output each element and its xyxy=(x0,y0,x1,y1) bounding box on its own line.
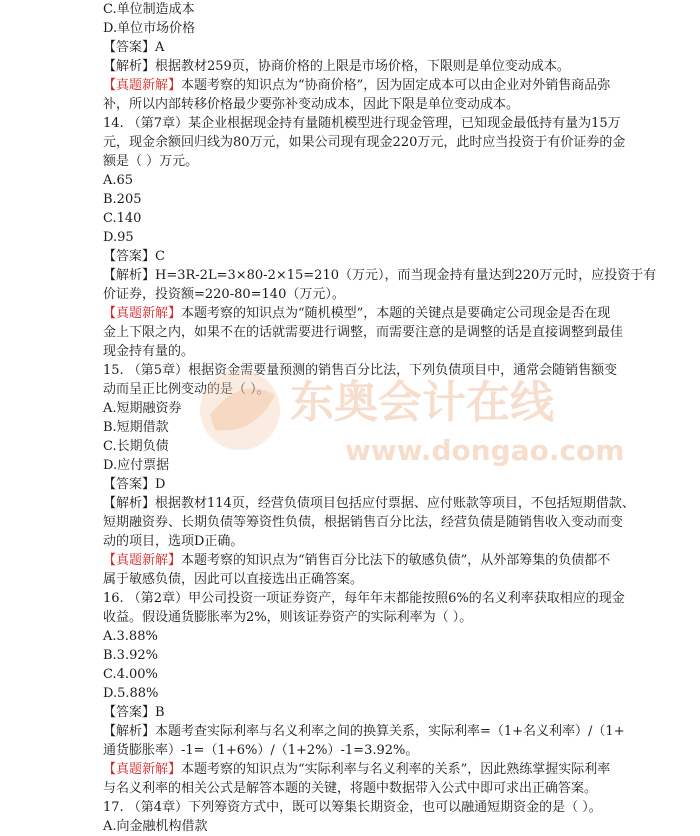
answer: 【答案】D xyxy=(103,477,166,492)
question-17: 17. （第4章）下列筹资方式中，既可以筹集长期资金，也可以融通短期资金的是（ ）。 xyxy=(103,800,602,815)
text-line: 动的项目，选项D正确。 xyxy=(103,534,244,549)
question-15: 15. （第5章）根据资金需要量预测的销售百分比法，下列负债项目中，通常会随销售额变 xyxy=(103,363,618,378)
text-line: 短期融资券、长期负债等筹资性负债，根据销售百分比法，经营负债是随销售收入变动而变 xyxy=(103,515,624,530)
text-line: 属于敏感负债，因此可以直接选出正确答案。 xyxy=(103,572,364,587)
new-explanation xyxy=(103,551,611,570)
answer: 【答案】B xyxy=(103,705,165,720)
new-explanation xyxy=(103,760,611,779)
option-a: A.3.88% xyxy=(103,629,158,644)
option-a: A.65 xyxy=(103,173,134,188)
text-line: 通货膨胀率）-1=（1+6%）/（1+2%）-1=3.92%。 xyxy=(103,743,419,758)
option-a: A.短期融资券 xyxy=(103,401,182,416)
analysis: 【解析】H=3R-2L=3×80-2×15=210（万元），而当现金持有量达到220万元时，应投资于有 xyxy=(103,268,657,283)
text-line: 收益。假设通货膨胀率为2%，则该证券资产的实际利率为（ ）。 xyxy=(103,610,473,625)
new-explanation-tag: 【真题新解】 xyxy=(103,306,182,321)
text-line: 与名义利率的相关公式是解答本题的关键，将题中数据带入公式中即可求出正确答案。 xyxy=(103,781,598,796)
option-c: C.140 xyxy=(103,211,142,226)
option-b: B.205 xyxy=(103,192,142,207)
watermark-cn: 东奥会计在线 xyxy=(290,377,554,428)
option-c: C.4.00% xyxy=(103,667,158,682)
option-d: D.5.88% xyxy=(103,686,159,701)
answer: 【答案】A xyxy=(103,40,165,55)
new-explanation xyxy=(103,304,611,323)
new-explanation-text: 本题考察的知识点为“销售百分比法下的敏感负债”，从外部筹集的负债都不 xyxy=(181,553,611,568)
new-explanation-tag: 【真题新解】 xyxy=(103,553,182,568)
new-explanation-text: 本题考察的知识点为“随机模型”，本题的关键点是要确定公司现金是否在现 xyxy=(181,306,611,321)
option-c: C.长期负债 xyxy=(103,439,169,454)
new-explanation-tag: 【真题新解】 xyxy=(103,78,182,93)
option-c: C.单位制造成本 xyxy=(103,2,195,17)
text-line: 元，现金余额回归线为80万元，如果公司现有现金220万元，此时应当投资于有价证券的金 xyxy=(103,135,626,150)
text-line: 动而呈正比例变动的是（ ）。 xyxy=(103,382,270,397)
new-explanation xyxy=(103,76,611,95)
text-line: 补，所以内部转移价格最少要弥补变动成本，因此下限是单位变动成本。 xyxy=(103,97,520,112)
option-b: B.短期借款 xyxy=(103,420,169,435)
option-a: A.向金融机构借款 xyxy=(103,819,208,834)
text-line: 金上下限之内，如果不在的话就需要进行调整，而需要注意的是调整的话是直接调整到最佳 xyxy=(103,325,624,340)
option-d: D.单位市场价格 xyxy=(103,21,196,36)
analysis: 【解析】根据教材114页，经营负债项目包括应付票据、应付账款等项目，不包括短期借款、 xyxy=(103,496,635,511)
option-b: B.3.92% xyxy=(103,648,158,663)
text-line: 额是（ ）万元。 xyxy=(103,154,199,169)
document-page xyxy=(103,0,657,836)
text-line: 价证券，投资额=220-80=140（万元）。 xyxy=(103,287,345,302)
new-explanation-text: 本题考察的知识点为“协商价格”，因为固定成本可以由企业对外销售商品弥 xyxy=(181,78,611,93)
option-d: D.95 xyxy=(103,230,134,245)
analysis: 【解析】根据教材259页，协商价格的上限是市场价格，下限则是单位变动成本。 xyxy=(103,59,570,74)
analysis: 【解析】本题考查实际利率与名义利率之间的换算关系，实际利率=（1+名义利率）/（1+ xyxy=(103,724,625,739)
text-line: 现金持有量的。 xyxy=(103,344,195,359)
question-16: 16. （第2章）甲公司投资一项证券资产，每年年末都能按照6%的名义利率获取相应的现金 xyxy=(103,591,625,606)
option-d: D.应付票据 xyxy=(103,458,170,473)
question-14: 14. （第7章）某企业根据现金持有量随机模型进行现金管理，已知现金最低持有量为15万 xyxy=(103,116,621,131)
new-explanation-text: 本题考察的知识点为“实际利率与名义利率的关系”，因此熟练掌握实际利率 xyxy=(181,762,611,777)
new-explanation-tag: 【真题新解】 xyxy=(103,762,182,777)
watermark-url: www.dongao.com xyxy=(345,434,625,467)
answer: 【答案】C xyxy=(103,249,165,264)
